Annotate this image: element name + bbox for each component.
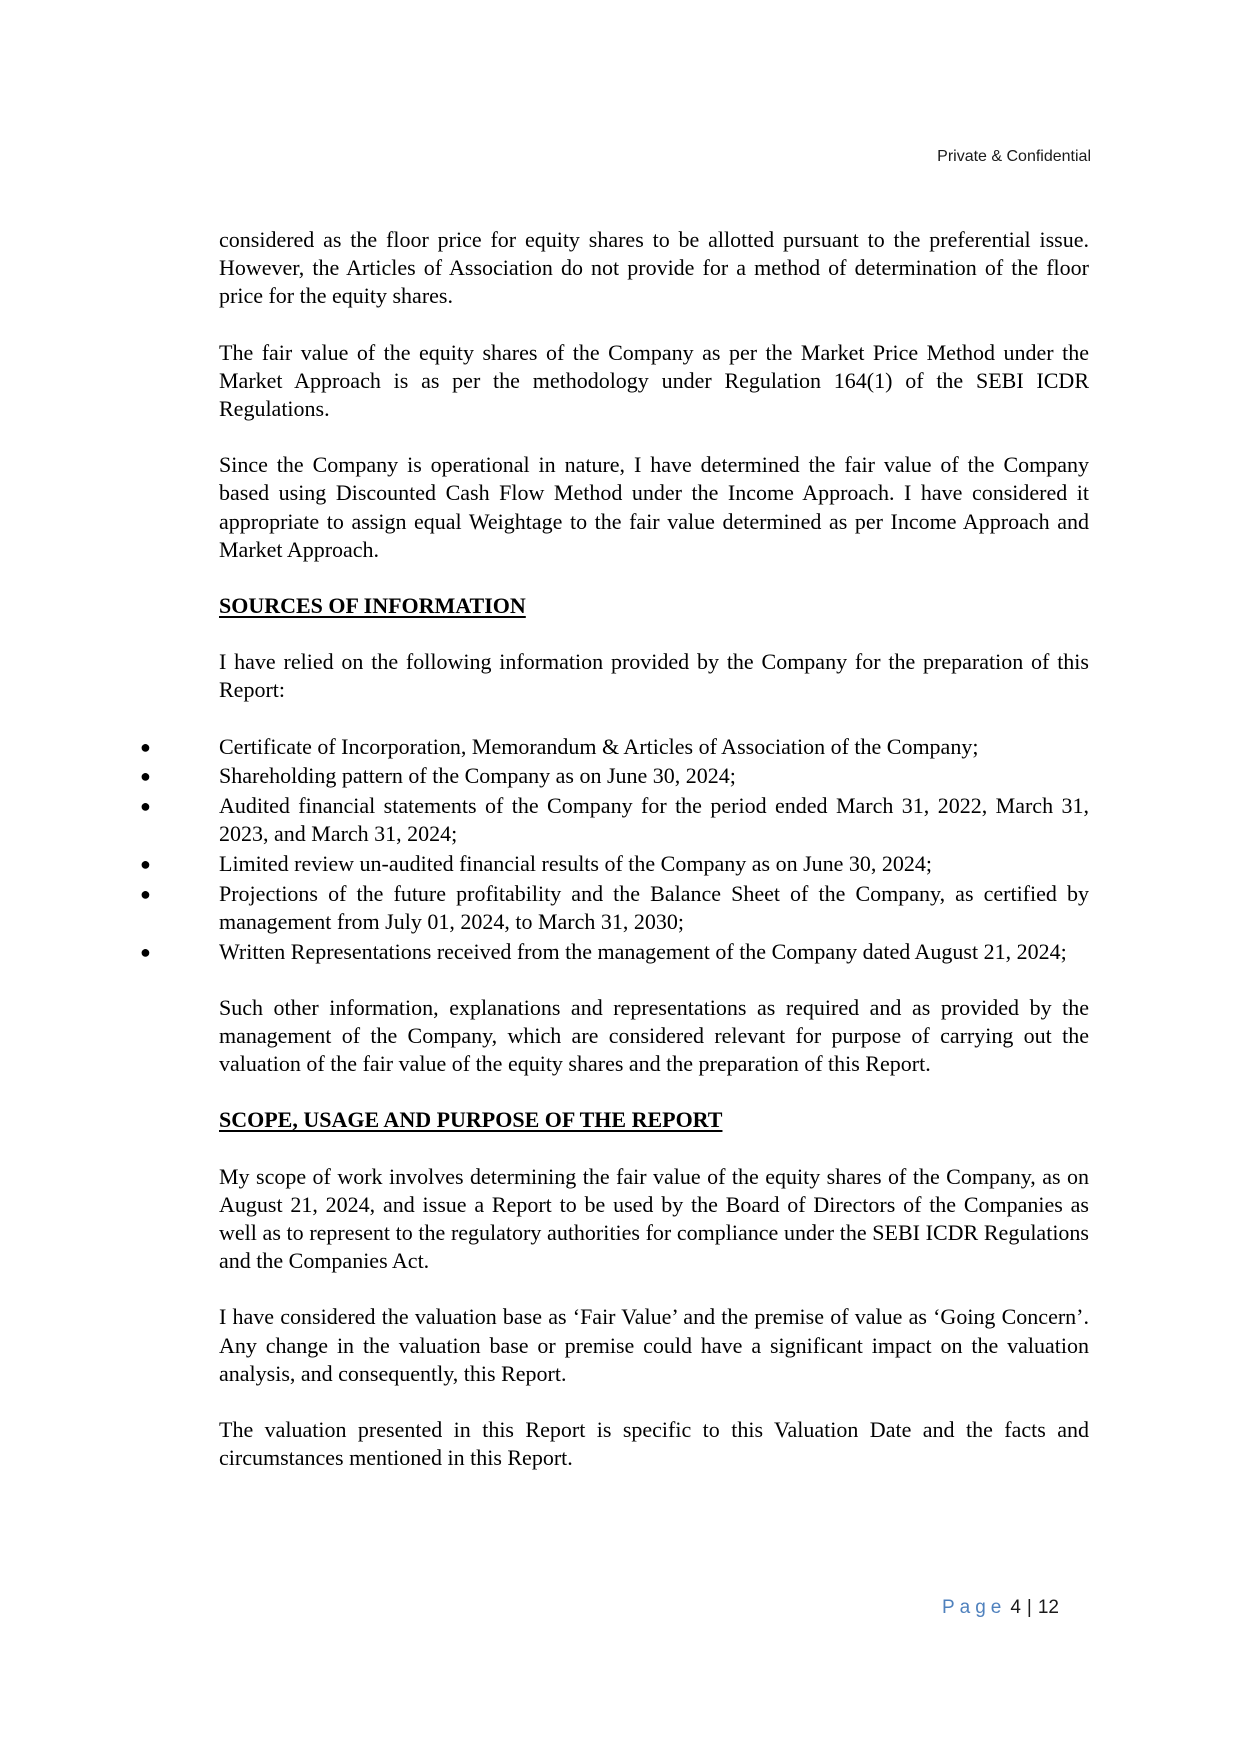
- scope-paragraph-valuation-base: I have considered the valuation base as ‘Fair Value’ and the premise of value as ‘Going Concern’. Any change in the valuation base or premise could have a significant impact on the valuation analysis, and consequently, this Report.: [219, 1304, 1089, 1386]
- page-footer: [942, 1597, 1059, 1619]
- bullet-icon: ●: [140, 853, 151, 874]
- paragraph-income-approach: Since the Company is operational in nature, I have determined the fair value of the Company based using Discounted Cash Flow Method under the Income Approach. I have considered it appropriate to assign equal Weightage to the fair value determined as per Income Approach and Market Approach.: [219, 452, 1089, 562]
- page-separator: |: [1026, 1597, 1032, 1618]
- bullet-icon: ●: [140, 736, 151, 757]
- paragraph-market-approach: The fair value of the equity shares of the Company as per the Market Price Method under the Market Approach is as per the methodology under Regulation 164(1) of the SEBI ICDR Regulations.: [219, 339, 1089, 422]
- confidential-label: Private & Confidential: [937, 148, 1091, 165]
- page-number: 4: [1010, 1597, 1021, 1618]
- bullet-icon: ●: [140, 883, 151, 904]
- bullet-icon: ●: [140, 766, 151, 787]
- scope-heading: SCOPE, USAGE AND PURPOSE OF THE REPORT: [219, 1107, 723, 1133]
- scope-paragraph-valuation-date: The valuation presented in this Report is specific to this Valuation Date and the facts and circumstances mentioned in this Report.: [219, 1417, 1089, 1471]
- sources-list: [140, 733, 1089, 966]
- list-item-text: Audited financial statements of the Company for the period ended March 31, 2022, March 31, 2023, and March 31, 2024;: [219, 793, 1089, 847]
- list-item-text: Limited review un-audited financial results of the Company as on June 30, 2024;: [219, 850, 933, 876]
- list-item-text: Certificate of Incorporation, Memorandum & Articles of Association of the Company;: [219, 733, 979, 759]
- paragraph-floor-price: considered as the floor price for equity shares to be allotted pursuant to the preferential issue. However, the Articles of Association do not provide for a method of determination of the floor price for the equity shares.: [219, 227, 1089, 309]
- sources-intro: I have relied on the following information provided by the Company for the preparation of this Report:: [219, 649, 1089, 703]
- list-item-text: Written Representations received from the management of the Company dated August 21, 2024;: [219, 938, 1067, 964]
- page-word: Page: [941, 1597, 1007, 1618]
- list-item: [140, 733, 1089, 761]
- document-body: [140, 226, 1089, 1500]
- list-item: [140, 938, 1089, 966]
- bullet-icon: ●: [140, 796, 151, 817]
- list-item-text: Shareholding pattern of the Company as on June 30, 2024;: [219, 763, 736, 789]
- sources-closing: Such other information, explanations and representations as required and as provided by the management of the Company, which are considered relevant for purpose of carrying out the valuation of the fair value of the equity shares and the preparation of this Report.: [219, 994, 1089, 1077]
- bullet-icon: ●: [140, 941, 151, 962]
- list-item: [140, 880, 1089, 936]
- scope-paragraph-work: My scope of work involves determining the fair value of the equity shares of the Company, as on August 21, 2024, and issue a Report to be used by the Board of Directors of the Companies as well as to represent to the regulatory authorities for compliance under the SEBI ICDR Regulations and the Companies Act.: [219, 1163, 1089, 1274]
- list-item: [140, 762, 1089, 790]
- list-item: [140, 850, 1089, 878]
- sources-heading: SOURCES OF INFORMATION: [219, 593, 526, 619]
- list-item: [140, 792, 1089, 848]
- total-pages: 12: [1037, 1597, 1059, 1618]
- list-item-text: Projections of the future profitability and the Balance Sheet of the Company, as certified by management from July 01, 2024, to March 31, 2030;: [219, 880, 1089, 934]
